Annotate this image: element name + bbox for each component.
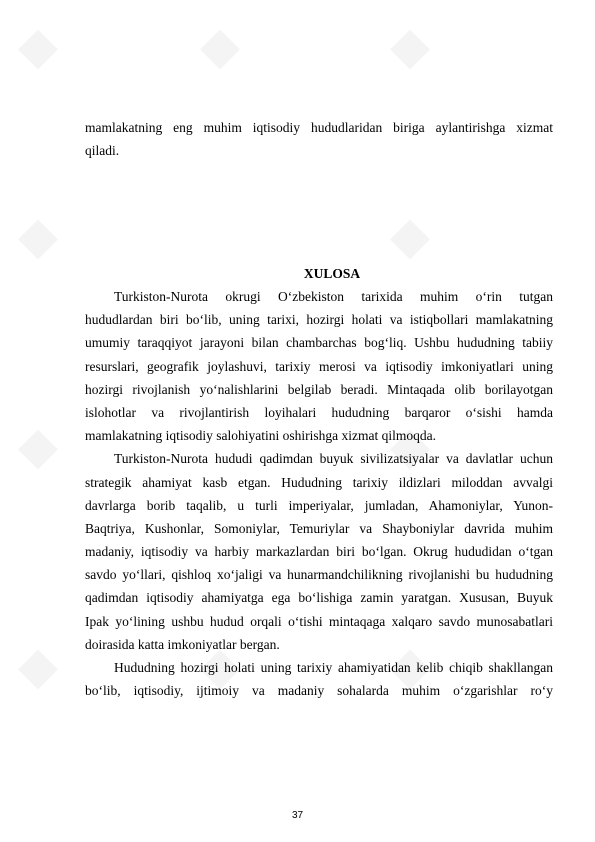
- text-line: mamlakatning eng muhim iqtisodiy hududlaridan biriga aylantirishga xizmat: [85, 120, 553, 135]
- section-heading: XULOSA: [303, 266, 361, 281]
- text-line: savdo yo‘llari, qishloq xo‘jaligi va hunarmandchilikning rivojlanishi bu hududning: [85, 567, 553, 583]
- text-line: umumiy taraqqiyot jarayoni bilan chambarchas bog‘liq. Ushbu hududning tabiiy: [85, 335, 553, 351]
- watermark-glyph: ◆: [390, 16, 430, 76]
- text-line: bo‘lib, iqtisodiy, ijtimoiy va madaniy sohalarda muhim o‘zgarishlar ro‘y: [85, 683, 553, 699]
- text-line: strategik ahamiyat kasb etgan. Hududning tarixiy ildizlari miloddan avvalgi: [85, 474, 553, 490]
- text-line: Baqtriya, Kushonlar, Somoniylar, Temuriylar va Shayboniylar davrida muhim: [85, 520, 553, 536]
- text-line: madaniy, iqtisodiy va harbiy markazlardan biri bo‘lgan. Okrug hududidan o‘tgan: [85, 544, 553, 560]
- text-line: hududlardan biri bo‘lib, uning tarixi, hozirgi holati va istiqbollari mamlakatning: [85, 312, 553, 328]
- text-line: Hududning hozirgi holati uning tarixiy ahamiyatidan kelib chiqib shakllangan: [114, 660, 553, 675]
- page-number: 37: [291, 810, 304, 821]
- section-body: [85, 285, 553, 702]
- text-line: islohotlar va rivojlantirish loyihalari hududning barqaror o‘sishi hamda: [85, 404, 553, 420]
- watermark-glyph: ◆: [200, 636, 240, 696]
- watermark-glyph: ◆: [390, 636, 430, 696]
- text-line: mamlakatning iqtisodiy salohiyatini oshirishga xizmat qilmoqda.: [85, 428, 436, 444]
- text-line: Turkiston-Nurota okrugi O‘zbekiston tarixida muhim o‘rin tutgan: [114, 289, 553, 304]
- watermark-glyph: ◆: [200, 16, 240, 76]
- text-line: davrlarga borib taqalib, u turli imperiyalar, jumladan, Ahamoniylar, Yunon-: [85, 497, 553, 513]
- watermark-glyph: ◆: [390, 416, 430, 476]
- watermark-glyph: ◆: [18, 416, 58, 476]
- watermark-glyph: ◆: [390, 206, 430, 266]
- text-line: doirasida katta imkoniyatlar bergan.: [85, 636, 280, 652]
- text-line: qiladi.: [85, 143, 120, 159]
- watermark-glyph: ◆: [18, 16, 58, 76]
- text-line: resurslari, geografik joylashuvi, tarixiy merosi va iqtisodiy imkoniyatlari uning: [85, 358, 553, 374]
- text-line: hozirgi rivojlanish yo‘nalishlarini belgilab beradi. Mintaqada olib borilayotgan: [85, 381, 553, 397]
- text-line: qadimdan iqtisodiy ahamiyatga ega bo‘lishiga zamin yaratgan. Xususan, Buyuk: [85, 590, 553, 606]
- text-line: Turkiston-Nurota hududi qadimdan buyuk sivilizatsiyalar va davlatlar uchun: [114, 451, 553, 467]
- text-line: Ipak yo‘lining ushbu hudud orqali o‘tishi mintaqaga xalqaro savdo munosabatlari: [85, 613, 553, 629]
- watermark-glyph: ◆: [18, 636, 58, 696]
- continuation-paragraph: [85, 116, 553, 162]
- watermark-glyph: ◆: [18, 206, 58, 266]
